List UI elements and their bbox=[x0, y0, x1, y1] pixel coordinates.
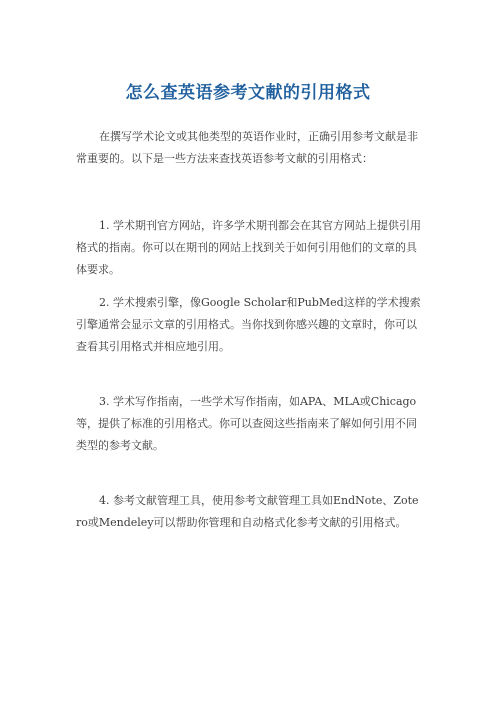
paragraph-search-engines: 2. 学术搜索引擎，像Google Scholar和PubMed这样的学术搜索引擎通常会显示文章的引用格式。当你找到你感兴趣的文章时，你可以查看其引用格式并相应地引用。 bbox=[76, 296, 421, 353]
paragraph-reference-managers: 4. 参考文献管理工具，使用参考文献管理工具如EndNote、Zotero或Mendeley可以帮助你管理和自动格式化参考文献的引用格式。 bbox=[76, 494, 419, 529]
paragraph-writing-guides: 3. 学术写作指南，一些学术写作指南，如APA、MLA或Chicago等，提供了标准的引用格式。你可以查阅这些指南来了解如何引用不同类型的参考文献。 bbox=[76, 395, 417, 452]
intro-paragraph: 在撰写学术论文或其他类型的英语作业时，正确引用参考文献是非常重要的。以下是一些方法来查找英语参考文献的引用格式： bbox=[76, 130, 418, 165]
paragraph-journal-websites: 1. 学术期刊官方网站，许多学术期刊都会在其官方网站上提供引用格式的指南。你可以在期刊的网站上找到关于如何引用他们的文章的具体要求。 bbox=[76, 219, 421, 276]
page-title: 怎么查英语参考文献的引用格式 bbox=[125, 83, 371, 103]
